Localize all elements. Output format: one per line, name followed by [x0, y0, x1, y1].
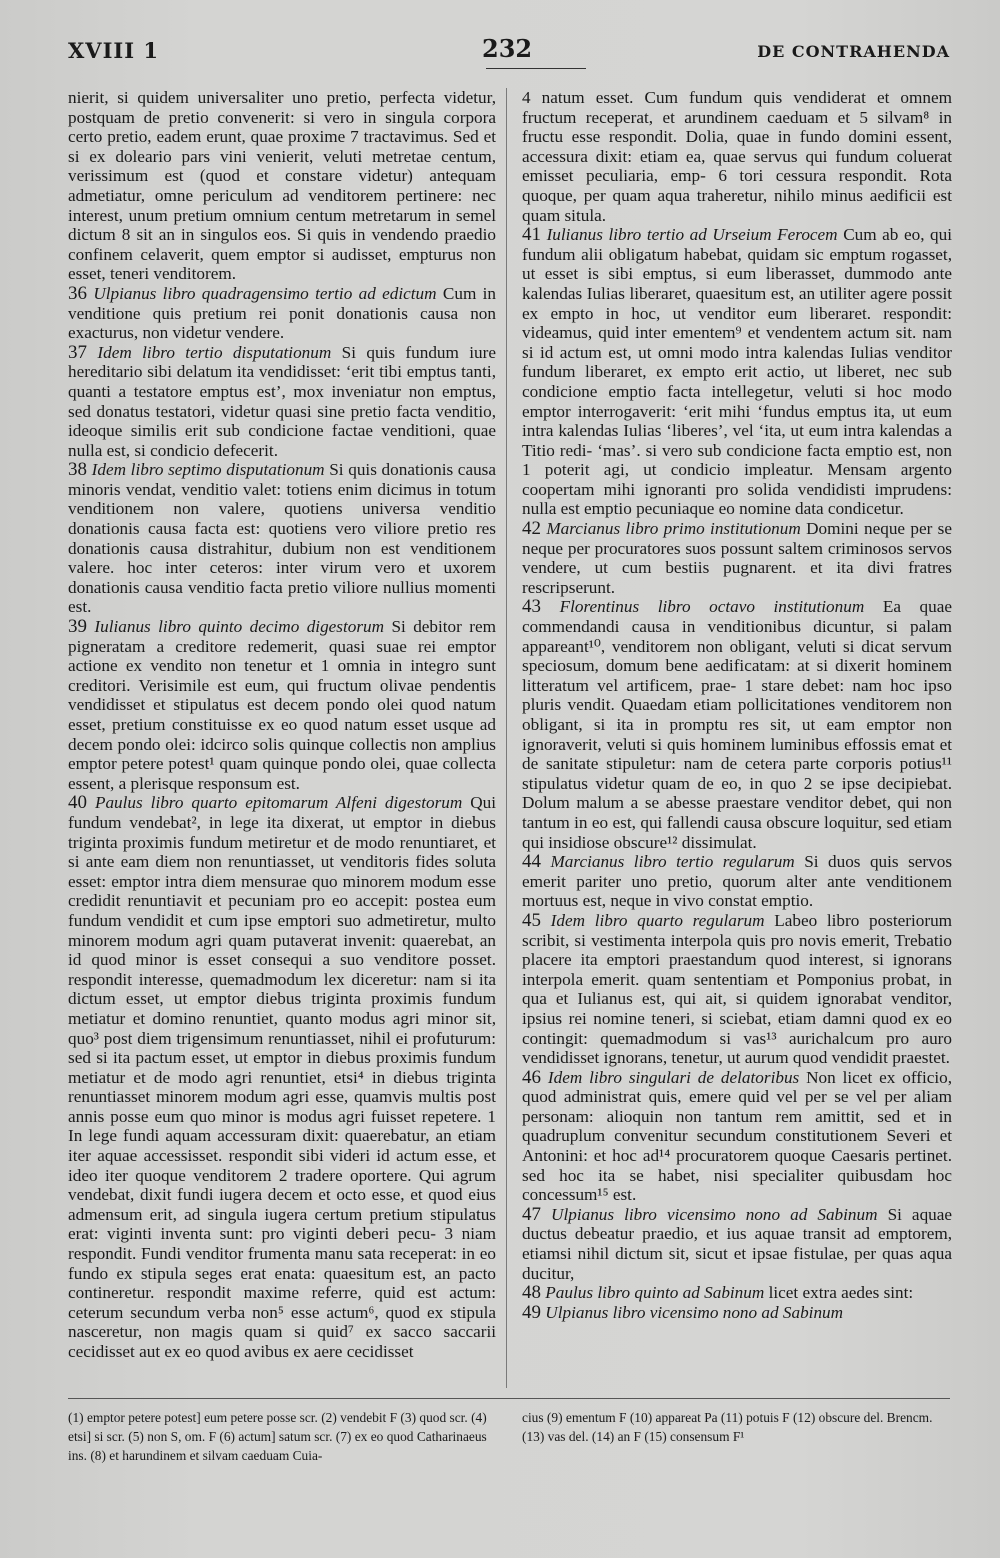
left-column: [68, 88, 496, 1362]
law-inscription: Idem libro tertio disputationum: [97, 342, 332, 362]
law-text: Cum in venditione quis pretium rei ponit donationis causa non exacturus, non videtur vendere.: [68, 283, 497, 343]
law-text: licet extra aedes sint:: [768, 1283, 914, 1303]
law-43: [522, 597, 952, 852]
law-number: 41: [522, 224, 541, 246]
law-inscription: Ulpianus libro quadragensimo tertio ad edictum: [93, 283, 437, 303]
footnote-rule: [68, 1398, 950, 1399]
law-text: Si quis fundum iure hereditario sibi delatum ita vendidisset: ‘erit tibi emptus tanti, quanti a testatore emptus est’, mox inveniatur non emptus, sed donatus testatori, videtur quasi sine pretio facta venditio, ideoque similis erit sub condicione factae venditioni, quae nulla est, si condicio defecerit.: [68, 342, 496, 460]
law-text: Ea quae commendandi causa in venditionibus dicuntur, si palam appareant¹⁰, venditorem non obligant, veluti si dicat servum speciosum, domum bene aedificatam: at si dixerit hominem litteratum vel artificem, prae- 1 stare debet: nam hoc ipso pluris vendit. Quaedam etiam pollicitationes venditorem non obligant, si ita in promptu res sit, ut eam emptor non ignoraverit, veluti si quis hominem luminibus effossis emat et de sanitate stipuletur: nam de cetera parte corporis potius¹¹ stipulatus videtur quam de eo, in quo 2 se ipse decipiebat. Dolum malum a se abesse praestare venditor debet, qui non tantum in eo est, qui fallendi causa obscure loquitur, sed etiam qui insidiose obscure¹² dissimulat.: [522, 597, 953, 852]
law-inscription: Paulus libro quinto ad Sabinum: [545, 1283, 765, 1303]
footnotes-right: cius (9) ementum F (10) appareat Pa (11) potuis F (12) obscure del. Brencm. (13) vas del. (14) an F (15) consensum F¹: [522, 1410, 933, 1444]
law-number: 49: [522, 1301, 541, 1323]
law-number: 43: [522, 596, 541, 618]
law-49: [522, 1303, 952, 1323]
law-inscription: Iulianus libro quinto decimo digestorum: [94, 617, 385, 637]
law-text: Qui fundum vendebat², in lege ita dixerat, ut emptor in diebus triginta proximis fundum metiretur et de modo renuntiaret, et si ante eam diem non renuntiasset, ut venditoris fides soluta esset: emptor intra diem mensurae quo minorem modum esse credidit renuntiavit et pecuniam pro eo accepit: postea eum fundum vendidit et cum ipse emptori suo admetiretur, multo minorem modum agri quam putaverat invenit: quaerebat, an id quod minor is esset consequi a suo venditore posset. respondit interesse, quemadmodum lex diceretur: nam si ita dictum esset, ut emptor diebus triginta proximis fundum metiatur et domino renuntiet, quanto modus agri minor sit, quo³ post diem trigensimum renuntiasset, nihil ei profuturum: sed si ita pactum esset, ut emptor in diebus proximis fundum metiatur et de modo agri renuntiet, etsi⁴ in diebus triginta renuntiasset minorem modum agri esse, quamvis multis post annis posse eum quo minor is modus agri fuisset repetere. 1 In lege fundi aquam accessuram dixit: quaerebatur, an etiam iter aquae accessisset. respondit sibi videri id actum esse, et ideo iter quoque venditorem 2 tradere oportere. Qui agrum vendebat, dixit fundi iugera decem et octo esse, et quod eius admensum erit, ad singula iugera certum pretium stipulatus erat: viginti inventa sunt: pro viginti deberi pecu- 3 niam respondit. Fundi venditor frumenta manu sata receperat: in eo fundo ex stipula seges erat enata: quaesitum est, an pacto contineretur. respondit maxime referre, quid est actum: ceterum secundum verba non⁵ esse actum⁶, quod ex stipula nasceretur, non magis quam si quid⁷ ex sacco saccarii cecidisset aut ex eo quod avibus ex aere cecidisset: [68, 793, 497, 1361]
law-inscription: Ulpianus libro vicensimo nono ad Sabinum: [551, 1204, 878, 1224]
law-41: [522, 225, 952, 519]
law-number: 46: [522, 1066, 541, 1088]
law-inscription: Ulpianus libro vicensimo nono ad Sabinum: [545, 1302, 844, 1322]
continuation-paragraph: 4 natum esset. Cum fundum quis vendiderat et omnem fructum receperat, et arundinem caeduam et 5 silvam⁸ in fructu esse respondit. Dolia, quae in fundo domini essent, accessura dixit: etiam ea, quae servus qui fundum coluerat emisset peculiaria, emp- 6 tori cessura respondit. Rota quoque, per quam aqua traheretur, nihilo minus aedificii est quam situla.: [522, 88, 952, 225]
law-37: [68, 343, 496, 461]
law-inscription: Idem libro quarto regularum: [550, 910, 765, 930]
law-48: [522, 1283, 952, 1303]
law-text: Si duos quis servos emerit pariter uno pretio, quorum alter ante venditionem mortuus est, neque in vivo constat emptio.: [522, 852, 953, 911]
law-number: 37: [68, 341, 87, 363]
law-number: 36: [68, 282, 87, 304]
law-number: 44: [522, 851, 541, 873]
law-39: [68, 617, 496, 793]
footnotes-left: (1) emptor petere potest] eum petere posse scr. (2) vendebit F (3) quod scr. (4) etsi] si scr. (5) non S, om. F (6) actum] satum scr. (7) ex eo quod Catharinaeus ins. (8) et harundinem et silvam caeduam Cuia-: [68, 1410, 487, 1463]
right-column: [522, 88, 952, 1322]
law-inscription: Paulus libro quarto epitomarum Alfeni digestorum: [94, 793, 463, 813]
law-text: Domini neque per se neque per procuratores suos possunt saltem criminosos servos vendere, ut cum bestiis pugnarent. et ita divi fratres rescripserunt.: [522, 519, 952, 597]
law-47: [522, 1205, 952, 1283]
law-number: 45: [522, 909, 541, 931]
continuation-paragraph: nierit, si quidem universaliter uno pretio, perfecta videtur, postquam de pretio convenerit: si vero in singula corpora certo pretio, eadem erunt, quae proxime 7 tractavimus. Sed et si ex doleario pars vini venierit, veluti metretae centum, verissimum est (quod et constare videtur) antequam admetiatur, omne periculum ad venditorem pertinere: nec interest, unum pretium omnium centum metretarum in semel dictum 8 sit an in singulos eos. Si quis in vendendo praedio confinem celaverit, quem emptor si audisset, empturus non esset, teneri venditorem.: [68, 88, 496, 284]
law-text: Labeo libro posteriorum scribit, si vestimenta interpola quis pro novis emerit, Trebatio placere ita emptori praestandum quod interest, si ignorans interpola emerit. quam sententiam et Pomponius probat, in qua et Iulianus est, qui ait, si quidem ignorabat venditor, ipsius rei nomine teneri, si sciebat, etiam damni quod ex eo contingit: quemadmodum si vas¹³ aurichalcum pro auro vendidisset ignorans, tenetur, ut aurum quod vendidit praestet.: [522, 910, 953, 1068]
book-title-number: XVIII 1: [68, 38, 159, 63]
law-number: 40: [68, 792, 87, 814]
law-number: 47: [522, 1203, 541, 1225]
law-inscription: Idem libro septimo disputationum: [91, 460, 325, 480]
header-rule: [486, 68, 586, 69]
law-number: 48: [522, 1282, 541, 1304]
law-42: [522, 519, 952, 597]
law-44: [522, 852, 952, 911]
law-inscription: Idem libro singulari de delatoribus: [547, 1067, 800, 1087]
law-46: [522, 1068, 952, 1205]
law-inscription: Marcianus libro primo institutionum: [546, 519, 801, 539]
law-text: Non licet ex officio, quod administrat quis, emere quid vel per se vel per aliam personam: alioquin non tantum rem amittit, sed et in quadruplum convenitur secundum constitutionem Severi et Antonini: et hoc ad¹⁴ procuratorem quoque Caesaris pertinet. sed hoc ita se habet, nisi specialiter quibusdam hoc concessum¹⁵ est.: [522, 1067, 953, 1205]
law-text: Cum ab eo, qui fundum alii obligatum habebat, quidam sic emptum rogasset, ut esset is sibi emptus, si eum liberasset, dummodo ante kalendas Iulias liberaret, quaesitum est, an utiliter agere possit ex empto in hoc, ut venditor eum liberaret. respondit: videamus, quid inter ementem⁹ et vendentem actum sit. nam si id actum est, ut omni modo intra kalendas Iulias venditor fundum liberaret, ex empto erit actio, ut liberet, nec sub condicione emptio facta intellegetur, veluti si hoc modo emptor interrogaverit: ‘erit mihi ‘fundus emptus ita, ut eum intra kalendas Iulias ‘liberes’, vel ‘ita, ut eum intra kalendas a Titio redi- ‘mas’. si vero sub condicione facta emptio est, non 1 poterit agi, ut condicio impleatur. Mensam argento coopertam mihi ignoranti pro solida vendidisti imprudens: nulla est emptio pecuniaque eo nomine data condicetur.: [522, 225, 953, 519]
law-text: Si quis donationis causa minoris vendat, venditio valet: totiens enim dicimus in totum venditionem non valere, quotiens universa venditio donationis causa facta est: quotiens vero viliore pretio res donationis causa distrahitur, dubium non est venditionem valere. hoc inter ceteros: inter virum vero et uxorem donationis causa venditio facta pretio viliore nullius momenti est.: [68, 460, 496, 617]
running-title: DE CONTRAHENDA: [757, 42, 950, 61]
law-number: 42: [522, 518, 541, 540]
law-40: [68, 793, 496, 1361]
law-number: 39: [68, 616, 87, 638]
law-inscription: Florentinus libro octavo institutionum: [559, 597, 865, 617]
law-inscription: Marcianus libro tertio regularum: [550, 852, 795, 872]
law-45: [522, 911, 952, 1068]
law-36: [68, 284, 496, 343]
law-38: [68, 460, 496, 617]
law-inscription: Iulianus libro tertio ad Urseium Ferocem: [546, 225, 838, 245]
column-divider: [506, 88, 507, 1388]
law-text: Si debitor rem pigneratam a creditore redemerit, quasi suae rei emptor actione ex vendito non tenetur et 1 omnia in integro sunt creditori. Verisimile est eum, qui fructum olivae pendentis vendidisset et stipulatus est decem pondo olei quod natum esset, pretium constituisse ex eo quod natum esset usque ad decem pondo olei: idcirco solis quinque collectis non amplius emptor petere potest¹ quam quinque pondo olei, quae collecta essent, a plerisque responsum est.: [68, 617, 496, 793]
law-text: Si aquae ductus debeatur praedio, et ius aquae transit ad emptorem, etiamsi nihil dictum sit, sicut et ipsae fistulae, per quas aqua ducitur,: [522, 1204, 953, 1283]
law-number: 38: [68, 459, 87, 481]
page-number: 232: [482, 34, 533, 63]
